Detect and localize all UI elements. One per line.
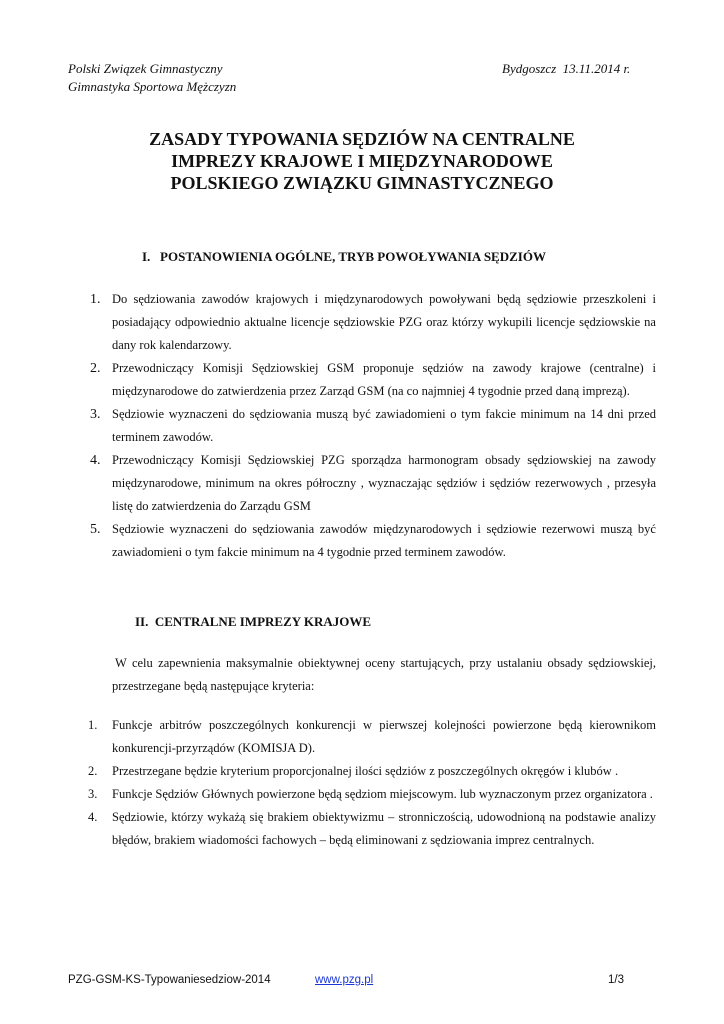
list-item-number: 2. xyxy=(90,361,101,376)
title-line-2: IMPREZY KRAJOWE I MIĘDZYNARODOWE xyxy=(171,151,553,171)
list-item xyxy=(88,449,656,518)
list-item-number: 4. xyxy=(88,810,98,824)
list-item-number: 3. xyxy=(90,407,101,422)
list-item xyxy=(88,806,656,852)
footer-doc-ref: PZG-GSM-KS-Typowaniesedziow-2014 xyxy=(68,974,271,986)
list-item-text: Przestrzegane będzie kryterium proporcjonalnej ilości sędziów z poszczególnych okręgów i klubów . xyxy=(112,764,619,778)
list-item-text: Sędziowie wyznaczeni do sędziowania zawodów międzynarodowych i sędziowie rezerwowi muszą być zawiadomieni o tym fakcie minimum na 4 tygodnie przed terminem zawodów. xyxy=(112,522,656,559)
list-item-number: 3. xyxy=(88,787,98,801)
list-item-text: Funkcje arbitrów poszczególnych konkurencji w pierwszej kolejności powierzone będą kierownikom konkurencji-przyrządów (KOMISJA D). xyxy=(112,718,656,755)
list-item xyxy=(88,403,656,449)
list-item xyxy=(88,783,656,806)
list-item-text: Sędziowie, którzy wykażą się brakiem obiektywizmu – stronniczością, udowodnioną na podstawie analizy błędów, brakiem wiadomości fachowych – będą eliminowani z sędziowania imprez centralnych. xyxy=(112,810,656,847)
section-2-intro: W celu zapewnienia maksymalnie obiektywnej oceny startujących, przy ustalaniu obsady sędziowskiej, przestrzegane będą następujące kryteria: xyxy=(112,656,656,693)
list-item xyxy=(88,760,656,783)
section-1-list xyxy=(88,288,656,564)
title-line-1: ZASADY TYPOWANIA SĘDZIÓW NA CENTRALNE xyxy=(149,129,575,149)
section-1-heading: I. POSTANOWIENIA OGÓLNE, TRYB POWOŁYWANIA SĘDZIÓW xyxy=(142,249,546,264)
list-item-text: Sędziowie wyznaczeni do sędziowania muszą być zawiadomieni o tym fakcie minimum na 14 dni przed terminem zawodów. xyxy=(112,407,656,444)
document-title xyxy=(60,128,664,194)
footer-page-number: 1/3 xyxy=(608,974,624,986)
list-item-number: 1. xyxy=(88,718,98,732)
list-item-number: 1. xyxy=(90,292,101,307)
list-item-text: Przewodniczący Komisji Sędziowskiej GSM proponuje sędziów na zawody krajowe (centralne) i międzynarodowe do zatwierdzenia przez Zarząd GSM (na co najmniej 4 tygodnie przed daną imprezą). xyxy=(112,361,656,398)
footer-website-link[interactable]: www.pzg.pl xyxy=(315,974,374,986)
section-2-heading: II. CENTRALNE IMPREZY KRAJOWE xyxy=(135,614,372,629)
header-organization xyxy=(68,60,236,96)
list-item-text: Do sędziowania zawodów krajowych i międzynarodowych powoływani będą sędziowie przeszkoleni i posiadający odpowiednio aktualne licencje sędziowskie PZG oraz którzy wykupili licencje sędziowskie na dany rok kalendarzowy. xyxy=(112,292,656,352)
header-place-date: Bydgoszcz 13.11.2014 r. xyxy=(502,61,631,76)
header-org-division: Gimnastyka Sportowa Mężczyzn xyxy=(68,79,237,94)
list-item-number: 4. xyxy=(90,453,101,468)
list-item-text: Przewodniczący Komisji Sędziowskiej PZG sporządza harmonogram obsady sędziowskiej na zawody międzynarodowe, minimum na okres półroczny , wyznaczając sędziów i sędziów rezerwowych , przesyła listę do zatwierdzenia do Zarządu GSM xyxy=(112,453,656,513)
list-item xyxy=(88,288,656,357)
list-item xyxy=(88,518,656,564)
list-item-text: Funkcje Sędziów Głównych powierzone będą sędziom miejscowym. lub wyznaczonym przez organizatora . xyxy=(112,787,653,801)
list-item xyxy=(88,357,656,403)
list-item xyxy=(88,714,656,760)
list-item-number: 2. xyxy=(88,764,98,778)
list-item-number: 5. xyxy=(90,522,101,537)
header-org-name: Polski Związek Gimnastyczny xyxy=(68,61,223,76)
section-2-list xyxy=(88,714,656,852)
title-line-3: POLSKIEGO ZWIĄZKU GIMNASTYCZNEGO xyxy=(170,173,554,193)
